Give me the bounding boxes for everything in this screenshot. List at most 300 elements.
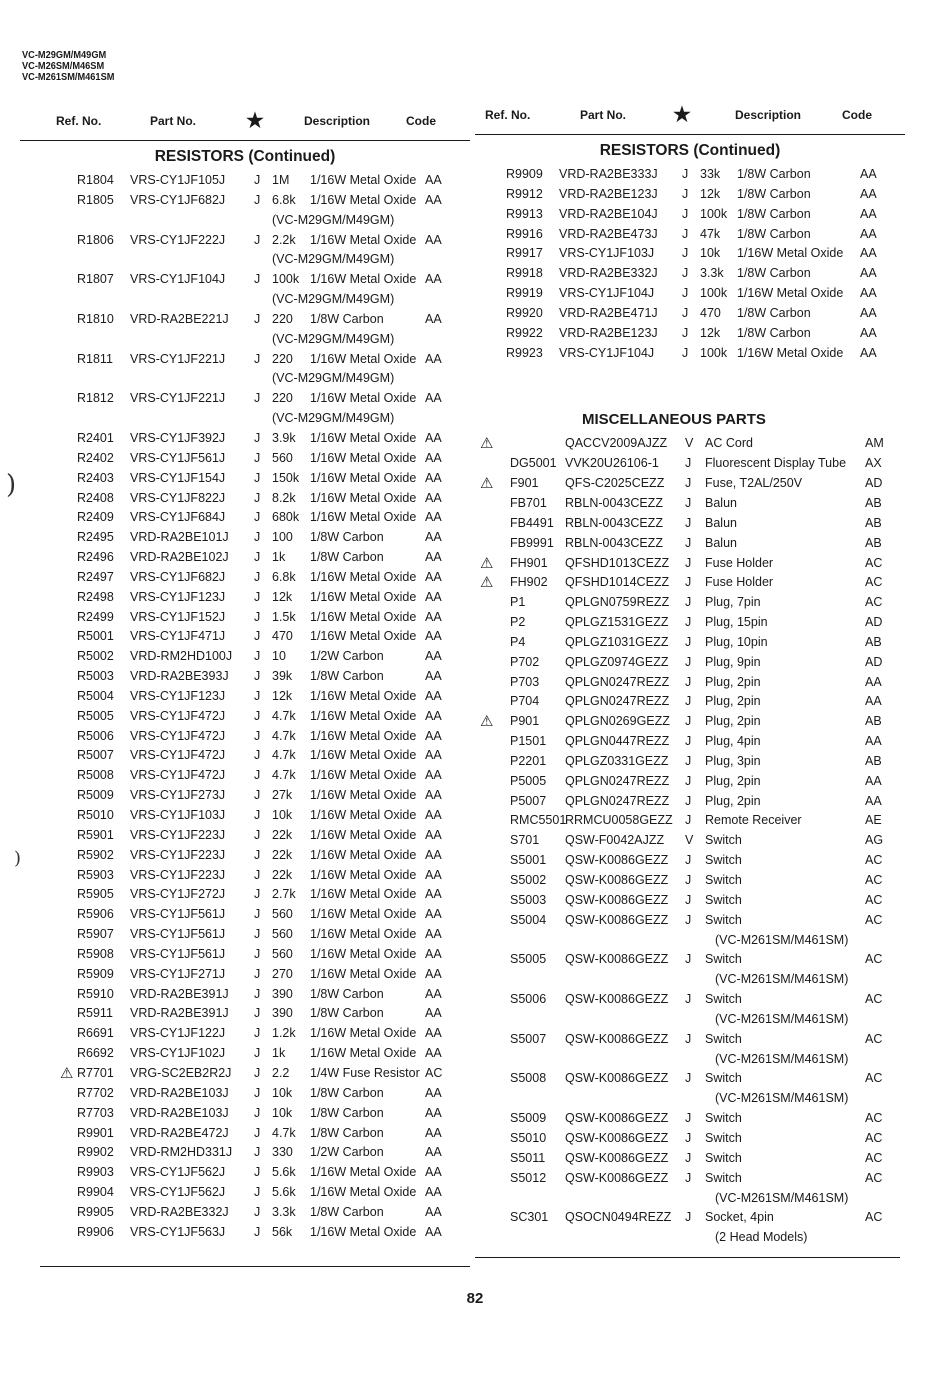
part-no: VRS-CY1JF682J — [130, 569, 226, 584]
table-row — [20, 666, 470, 686]
ref-no: R5008 — [77, 768, 114, 783]
safety-warning-icon: ⚠ — [480, 435, 494, 453]
model-note: (VC-M261SM/M461SM) — [715, 972, 849, 987]
price-code: AA — [860, 305, 877, 320]
table-row — [475, 1108, 905, 1128]
part-no-header: Part No. — [150, 114, 197, 128]
table-row — [475, 632, 905, 652]
description: 1/8W Carbon — [737, 167, 811, 181]
rank-code: J — [685, 535, 692, 550]
value: 3.9k — [272, 430, 296, 445]
table-row — [475, 1207, 905, 1227]
misc-parts-list — [475, 433, 905, 1247]
price-code: AA — [425, 1006, 442, 1021]
table-row — [20, 726, 470, 746]
table-row — [475, 592, 905, 612]
part-no: QPLGN0447REZZ — [565, 734, 670, 749]
price-code: AA — [425, 589, 442, 604]
description: Plug, 2pin — [705, 793, 761, 808]
price-code: AA — [425, 1145, 442, 1160]
description: 1/16W Metal Oxide — [310, 907, 417, 922]
ref-no: R9912 — [506, 186, 543, 201]
part-no: VRS-CY1JF561J — [130, 450, 226, 465]
price-code: AA — [865, 734, 882, 749]
ref-no: R9919 — [506, 286, 543, 301]
right-column — [475, 102, 905, 1247]
model-note: (VC-M261SM/M461SM) — [715, 1091, 849, 1106]
part-no: VRD-RA2BE221J — [130, 311, 229, 326]
rank-code: J — [254, 490, 261, 505]
description: 1/8W Carbon — [310, 530, 384, 545]
description: Switch — [705, 992, 742, 1007]
ref-no: P703 — [510, 674, 540, 689]
table-row — [20, 468, 470, 488]
rank-code: J — [254, 1165, 261, 1180]
column-header — [20, 108, 470, 134]
description: 1/8W Carbon — [310, 1085, 384, 1100]
value: 100k — [700, 206, 728, 221]
description: 1/16W Metal Oxide — [310, 748, 417, 763]
price-code: AA — [425, 768, 442, 783]
rank-code: J — [682, 325, 689, 340]
rank-code: V — [685, 436, 694, 451]
safety-warning-icon: ⚠ — [480, 574, 494, 592]
table-row — [475, 850, 905, 870]
ref-no: R1810 — [77, 311, 114, 326]
rank-code: J — [682, 266, 689, 281]
rank-code: J — [685, 694, 692, 709]
price-code: AA — [425, 272, 442, 287]
parts-list — [20, 170, 470, 1242]
model-note: (VC-M29GM/M49GM) — [272, 331, 395, 346]
ref-no: P1 — [510, 595, 526, 610]
table-row — [475, 830, 905, 850]
rank-code: J — [685, 654, 692, 669]
table-row — [20, 349, 470, 369]
part-no: VRS-CY1JF103J — [130, 808, 226, 822]
table-row — [20, 865, 470, 885]
description: Switch — [705, 873, 742, 887]
value: 10 — [272, 649, 286, 664]
table-row — [475, 810, 905, 830]
table-row-note — [20, 329, 470, 349]
description: Switch — [705, 1150, 742, 1165]
safety-warning-icon: ⚠ — [480, 475, 494, 493]
rank-code: J — [682, 246, 689, 261]
table-row-note — [475, 1049, 905, 1069]
description: 1/16W Metal Oxide — [310, 192, 417, 207]
description: Switch — [705, 952, 742, 967]
price-code: AC — [865, 555, 883, 570]
ref-no: S701 — [510, 833, 540, 848]
description: 1/8W Carbon — [310, 1204, 384, 1219]
price-code: AA — [860, 325, 877, 340]
price-code: AA — [425, 311, 442, 326]
rank-code: J — [685, 714, 692, 729]
price-code: AA — [425, 609, 442, 624]
rank-code: J — [682, 305, 689, 320]
price-code: AC — [425, 1065, 443, 1080]
value: 10k — [272, 1105, 293, 1120]
description: Balun — [705, 495, 737, 510]
ref-no: R5010 — [77, 808, 114, 822]
price-code: AB — [865, 634, 882, 649]
ref-no: R9906 — [77, 1224, 114, 1239]
rank-code: J — [254, 272, 261, 287]
table-row — [475, 731, 905, 751]
description: Plug, 2pin — [705, 674, 761, 689]
table-row — [475, 1128, 905, 1148]
part-no: QFSHD1014CEZZ — [565, 575, 670, 590]
ref-no: R5006 — [77, 728, 114, 743]
description: 1/8W Carbon — [310, 550, 384, 565]
table-row — [20, 884, 470, 904]
description: Balun — [705, 535, 737, 550]
description: Plug, 2pin — [705, 714, 761, 729]
rank-code: J — [682, 186, 689, 201]
table-row — [20, 547, 470, 567]
description: Fuse Holder — [705, 555, 774, 570]
ref-no: R7702 — [77, 1085, 114, 1100]
part-no: VRS-CY1JF563J — [130, 1224, 226, 1239]
description: 1/8W Carbon — [310, 1125, 384, 1140]
description: 1/8W Carbon — [737, 186, 811, 201]
ref-no: R2409 — [77, 510, 114, 525]
rank-code: J — [254, 808, 261, 822]
description: Switch — [705, 1130, 742, 1145]
rank-code: J — [254, 1026, 261, 1041]
part-no: VRD-RA2BE123J — [559, 325, 658, 340]
part-no: VRD-RA2BE103J — [130, 1105, 229, 1120]
description: Fluorescent Display Tube — [705, 456, 847, 471]
ref-no: R9905 — [77, 1204, 114, 1219]
table-row — [475, 303, 905, 323]
table-row — [20, 607, 470, 627]
part-no: VRS-CY1JF223J — [130, 867, 226, 882]
ref-no: FH901 — [510, 555, 548, 570]
price-code: AC — [865, 1210, 883, 1225]
ref-no: P5005 — [510, 773, 547, 788]
price-code: AC — [865, 952, 883, 967]
value: 12k — [272, 688, 293, 703]
part-no: VRS-CY1JF561J — [130, 927, 226, 942]
model-note: (VC-M29GM/M49GM) — [272, 252, 395, 267]
part-no: VRS-CY1JF684J — [130, 510, 226, 525]
description: 1/16W Metal Oxide — [737, 246, 844, 261]
price-code: AA — [425, 530, 442, 545]
part-no: QSW-K0086GEZZ — [565, 892, 669, 907]
description: 1/16W Metal Oxide — [310, 609, 417, 624]
description: Plug, 7pin — [705, 595, 761, 610]
ref-no: R5001 — [77, 629, 114, 644]
ref-no: R5906 — [77, 907, 114, 922]
description: 1/16W Metal Oxide — [310, 629, 417, 644]
ref-no: S5002 — [510, 873, 547, 887]
part-no: VRD-RA2BE104J — [559, 206, 658, 221]
rank-code: J — [685, 515, 692, 530]
rank-code: J — [254, 768, 261, 783]
ref-no: R9917 — [506, 246, 543, 261]
part-no: VRS-CY1JF561J — [130, 907, 226, 922]
ref-no: S5012 — [510, 1170, 547, 1185]
price-code: AA — [860, 206, 877, 221]
part-no-header: Part No. — [580, 108, 627, 122]
price-code: AA — [425, 450, 442, 465]
description: 1/8W Carbon — [310, 669, 384, 684]
ref-no: R5002 — [77, 649, 114, 664]
description: Plug, 9pin — [705, 654, 761, 669]
part-no: QSW-F0042AJZZ — [565, 833, 665, 848]
ref-no-header: Ref. No. — [485, 108, 531, 122]
price-code: AA — [425, 669, 442, 684]
price-code: AA — [425, 907, 442, 922]
table-row — [20, 984, 470, 1004]
margin-mark: ) — [14, 848, 22, 869]
table-row — [475, 493, 905, 513]
description: AC Cord — [705, 436, 753, 451]
table-row — [20, 448, 470, 468]
rank-code: J — [685, 1130, 692, 1145]
part-no: QSW-K0086GEZZ — [565, 853, 669, 868]
value: 47k — [700, 226, 721, 241]
description: 1/16W Metal Oxide — [310, 490, 417, 505]
rank-code: J — [685, 1170, 692, 1185]
part-no: QPLGZ0331GEZZ — [565, 753, 669, 768]
part-no: VRS-CY1JF104J — [559, 345, 655, 360]
model-note: (VC-M29GM/M49GM) — [272, 212, 395, 227]
part-no: VRS-CY1JF104J — [559, 286, 655, 301]
table-row-note — [20, 210, 470, 230]
description: 1/16W Metal Oxide — [310, 768, 417, 783]
price-code: AB — [865, 714, 882, 729]
rank-code: J — [254, 1085, 261, 1100]
part-no: VRS-CY1JF472J — [130, 708, 226, 723]
rank-code: J — [685, 952, 692, 967]
ref-no: DG5001 — [510, 456, 557, 471]
rank-code: J — [254, 232, 261, 247]
rank-code: J — [254, 1125, 261, 1140]
value: 560 — [272, 450, 293, 465]
value: 10k — [272, 1085, 293, 1100]
part-no: VRS-CY1JF222J — [130, 232, 226, 247]
star-icon: ★ — [673, 104, 691, 126]
rank-code: J — [685, 873, 692, 887]
table-row — [475, 533, 905, 553]
value: 3.3k — [272, 1204, 296, 1219]
price-code: AC — [865, 873, 883, 887]
table-row — [20, 388, 470, 408]
table-row — [20, 646, 470, 666]
part-no: VRS-CY1JF154J — [130, 470, 226, 485]
price-code: AG — [865, 833, 884, 848]
price-code: AA — [425, 510, 442, 525]
rank-code: J — [685, 793, 692, 808]
description: 1/16W Metal Oxide — [310, 1224, 417, 1239]
part-no: VRD-RA2BE103J — [130, 1085, 229, 1100]
rank-code: J — [254, 708, 261, 723]
rank-code: J — [254, 986, 261, 1001]
table-row — [475, 910, 905, 930]
ref-no: R1806 — [77, 232, 114, 247]
value: 27k — [272, 788, 293, 803]
ref-no: RMC5501 — [510, 813, 567, 828]
table-row — [475, 323, 905, 343]
bottom-rule — [475, 1257, 900, 1258]
rank-code: J — [254, 1204, 261, 1219]
table-row — [475, 224, 905, 244]
value: 56k — [272, 1224, 293, 1239]
value: 12k — [700, 186, 721, 201]
ref-no: R2403 — [77, 470, 114, 485]
rank-code: J — [685, 813, 692, 828]
table-row — [475, 691, 905, 711]
table-row — [20, 1162, 470, 1182]
value: 2.7k — [272, 887, 296, 902]
ref-no: R5003 — [77, 669, 114, 684]
ref-no: FB4491 — [510, 515, 554, 530]
price-code: AB — [865, 535, 882, 550]
value: 270 — [272, 966, 293, 981]
part-no: VRS-CY1JF682J — [130, 192, 226, 207]
table-row — [20, 1222, 470, 1242]
part-no: VRD-RA2BE332J — [559, 266, 658, 281]
ref-no: R2499 — [77, 609, 114, 624]
safety-warning-icon: ⚠ — [480, 554, 494, 572]
rank-code: J — [254, 1105, 261, 1120]
rank-code: J — [685, 1071, 692, 1086]
description: 1/16W Metal Oxide — [310, 788, 417, 803]
code-header: Code — [406, 114, 436, 128]
price-code: AA — [425, 1105, 442, 1120]
rank-code: J — [685, 753, 692, 768]
table-row — [475, 612, 905, 632]
part-no: QACCV2009AJZZ — [565, 436, 668, 451]
margin-mark: ) — [6, 470, 17, 500]
bottom-rule — [40, 1266, 470, 1267]
section-title: RESISTORS (Continued) — [154, 148, 336, 165]
price-code: AB — [865, 515, 882, 530]
rank-code: J — [685, 734, 692, 749]
table-row — [475, 870, 905, 890]
price-code: AE — [865, 813, 882, 828]
part-no: VRS-CY1JF561J — [130, 946, 226, 961]
rank-code: J — [682, 206, 689, 221]
description: 1/16W Metal Oxide — [310, 569, 417, 584]
rank-code: J — [254, 192, 261, 207]
rank-code: J — [685, 495, 692, 510]
part-no: VRS-CY1JF562J — [130, 1165, 226, 1180]
part-no: VRS-CY1JF272J — [130, 887, 226, 902]
rank-code: J — [254, 351, 261, 366]
description: Plug, 2pin — [705, 694, 761, 709]
ref-no: R5902 — [77, 847, 114, 862]
table-row — [475, 791, 905, 811]
rank-code: J — [254, 430, 261, 445]
part-no: VRS-CY1JF122J — [130, 1026, 226, 1041]
price-code: AC — [865, 1031, 883, 1046]
ref-no: R2401 — [77, 430, 114, 445]
ref-no: R5005 — [77, 708, 114, 723]
price-code: AA — [425, 827, 442, 842]
part-no: QSW-K0086GEZZ — [565, 912, 669, 927]
part-no: VRS-CY1JF102J — [130, 1046, 226, 1061]
part-no: VRD-RA2BE472J — [130, 1125, 229, 1140]
rank-code: J — [685, 773, 692, 788]
ref-no: R9918 — [506, 266, 543, 281]
ref-no: S5010 — [510, 1130, 547, 1145]
part-no: VRS-CY1JF471J — [130, 629, 226, 644]
table-row — [20, 745, 470, 765]
description: 1/2W Carbon — [310, 1145, 384, 1160]
ref-no: R1812 — [77, 391, 114, 406]
rank-code: J — [254, 609, 261, 624]
description: Switch — [705, 892, 742, 907]
table-row — [475, 283, 905, 303]
description: Balun — [705, 515, 737, 530]
ref-no: R9903 — [77, 1165, 114, 1180]
part-no: VRS-CY1JF221J — [130, 351, 226, 366]
description: Plug, 2pin — [705, 773, 761, 788]
price-code: AA — [860, 186, 877, 201]
part-no: VRD-RA2BE473J — [559, 226, 658, 241]
price-code: AA — [425, 430, 442, 445]
description: Socket, 4pin — [705, 1210, 774, 1225]
part-no: QSW-K0086GEZZ — [565, 1031, 669, 1046]
description: Plug, 15pin — [705, 615, 768, 630]
value: 22k — [272, 867, 293, 882]
part-no: VRS-CY1JF105J — [130, 173, 226, 187]
star-icon: ★ — [246, 110, 264, 132]
header-rule — [475, 134, 905, 135]
description: 1/16W Metal Oxide — [310, 1185, 417, 1200]
value: 6.8k — [272, 569, 296, 584]
value: 1.2k — [272, 1026, 296, 1041]
part-no: VVK20U26106-1 — [565, 456, 659, 471]
ref-no: R5908 — [77, 946, 114, 961]
model-note: (VC-M261SM/M461SM) — [715, 1190, 849, 1205]
price-code: AA — [425, 708, 442, 723]
price-code: AA — [425, 1046, 442, 1061]
price-code: AA — [425, 688, 442, 703]
table-row — [20, 1023, 470, 1043]
description-header: Description — [304, 114, 371, 128]
ref-no: P4 — [510, 634, 526, 649]
value: 6.8k — [272, 192, 296, 207]
description: Switch — [705, 1031, 742, 1046]
ref-no: R2497 — [77, 569, 114, 584]
description: Fuse Holder — [705, 575, 774, 590]
table-row — [475, 711, 905, 731]
value: 100 — [272, 530, 293, 545]
rank-code: J — [254, 1046, 261, 1061]
rank-code: J — [254, 946, 261, 961]
rank-code: J — [254, 629, 261, 644]
price-code: AA — [865, 773, 882, 788]
table-row — [20, 507, 470, 527]
safety-warning-icon: ⚠ — [60, 1064, 74, 1082]
description: 1/16W Metal Oxide — [310, 728, 417, 743]
description: 1/8W Carbon — [737, 226, 811, 241]
ref-no: P1501 — [510, 734, 547, 749]
rank-code: J — [254, 827, 261, 842]
price-code: AA — [425, 1026, 442, 1041]
price-code: AC — [865, 1130, 883, 1145]
ref-no: P2201 — [510, 753, 547, 768]
rank-code: J — [254, 569, 261, 584]
ref-no-header: Ref. No. — [56, 114, 102, 128]
description: 1/16W Metal Oxide — [310, 847, 417, 862]
ref-no: R7703 — [77, 1105, 114, 1120]
